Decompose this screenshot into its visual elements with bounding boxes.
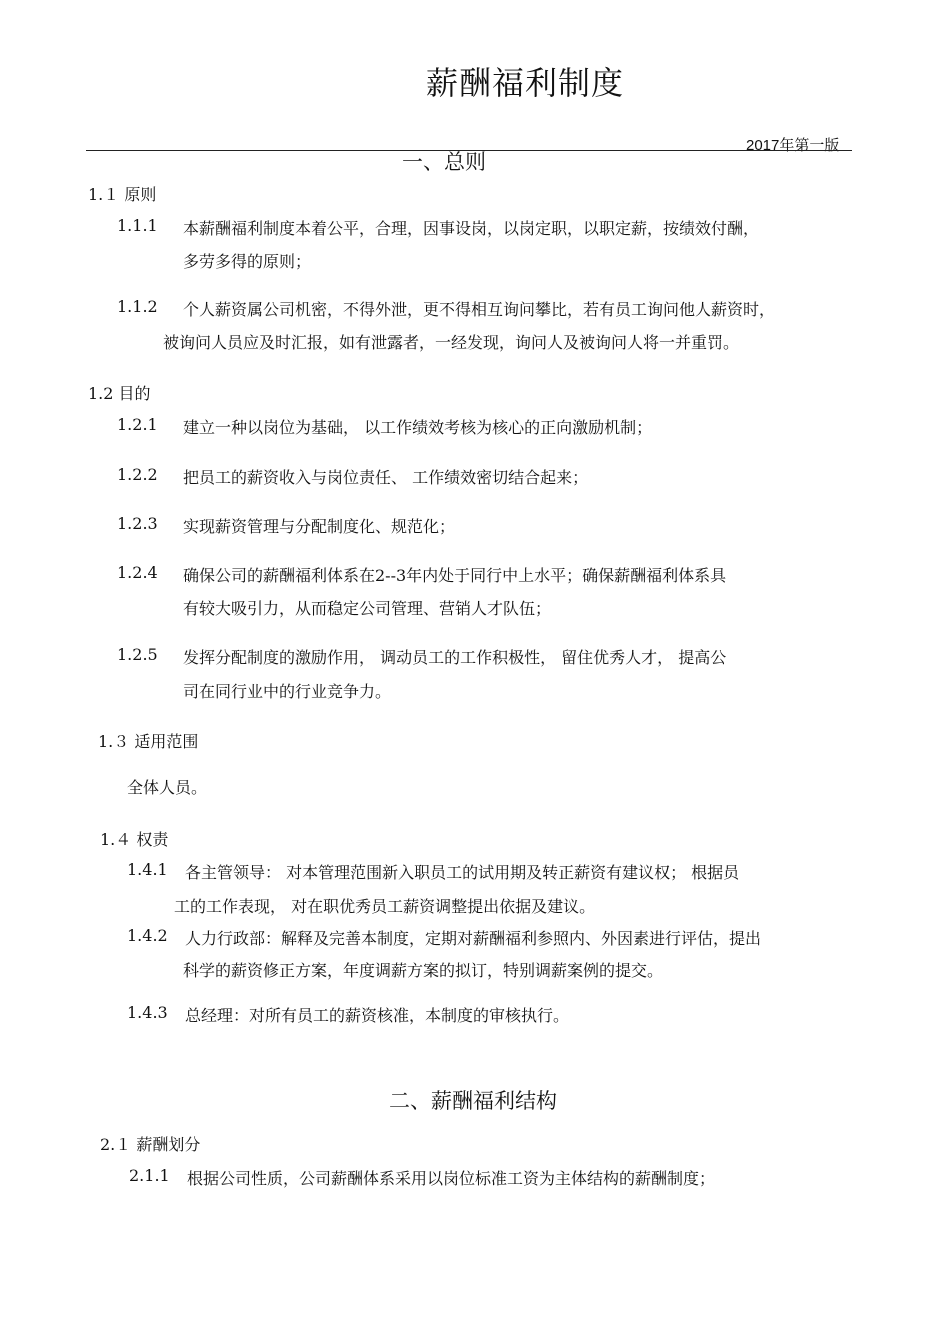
item-1-2-2-number: 1.2.2 bbox=[117, 465, 158, 484]
item-1-2-4-line-2: 有较大吸引力，从而稳定公司管理、营销人才队伍； bbox=[183, 599, 552, 618]
item-1-2-2-line-1: 把员工的薪资收入与岗位责任、 工作绩效密切结合起来； bbox=[183, 468, 589, 487]
item-1-2-4-number: 1.2.4 bbox=[117, 563, 158, 582]
version-label: 2017年第一版 bbox=[746, 137, 840, 154]
document-title: 薪酬福利制度 bbox=[425, 64, 624, 102]
heading-1-3: 1.３ 适用范围 bbox=[98, 732, 199, 751]
section-2-title: 二、薪酬福利结构 bbox=[389, 1089, 557, 1113]
heading-1-2: 1.2 目的 bbox=[88, 384, 151, 403]
heading-1-4: 1.４ 权责 bbox=[100, 830, 169, 849]
item-1-4-2-line-2: 科学的薪资修正方案，年度调薪方案的拟订，特别调薪案例的提交。 bbox=[183, 961, 664, 980]
item-1-2-3-number: 1.2.3 bbox=[117, 514, 158, 533]
item-2-1-1-number: 2.1.1 bbox=[129, 1166, 170, 1185]
scope-text: 全体人员。 bbox=[127, 778, 208, 797]
item-1-2-4-line-1: 确保公司的薪酬福利体系在2--3年内处于同行中上水平；确保薪酬福利体系具 bbox=[183, 566, 727, 585]
item-1-1-2-line-2: 被询问人员应及时汇报，如有泄露者，一经发现，询问人及被询问人将一并重罚。 bbox=[163, 333, 740, 352]
item-1-2-5-line-1: 发挥分配制度的激励作用， 调动员工的工作积极性， 留住优秀人才， 提高公 bbox=[183, 648, 727, 667]
item-1-1-1-number: 1.1.1 bbox=[117, 216, 158, 235]
item-1-2-1-number: 1.2.1 bbox=[117, 415, 158, 434]
item-1-2-1-line-1: 建立一种以岗位为基础， 以工作绩效考核为核心的正向激励机制； bbox=[183, 418, 653, 437]
item-1-4-3-number: 1.4.3 bbox=[127, 1003, 168, 1022]
item-1-1-2-line-1: 个人薪资属公司机密，不得外泄，更不得相互询问攀比，若有员工询问他人薪资时， bbox=[183, 300, 776, 319]
heading-1-1: 1.１ 原则 bbox=[88, 185, 157, 204]
item-1-1-2-number: 1.1.2 bbox=[117, 297, 158, 316]
item-1-4-1-number: 1.4.1 bbox=[127, 860, 168, 879]
heading-2-1: 2.１ 薪酬划分 bbox=[100, 1135, 201, 1154]
item-1-2-5-line-2: 司在同行业中的行业竞争力。 bbox=[183, 682, 392, 701]
item-1-2-3-line-1: 实现薪资管理与分配制度化、规范化； bbox=[183, 517, 456, 536]
item-1-1-1-line-2: 多劳多得的原则； bbox=[183, 252, 312, 271]
item-1-4-1-line-1: 各主管领导： 对本管理范围新入职员工的试用期及转正薪资有建议权； 根据员 bbox=[185, 863, 740, 882]
item-1-4-3-line-1: 总经理：对所有员工的薪资核准，本制度的审核执行。 bbox=[185, 1006, 570, 1025]
section-1-title: 一、总则 bbox=[402, 150, 486, 174]
item-1-4-2-line-1: 人力行政部：解释及完善本制度，定期对薪酬福利参照内、外因素进行评估，提出 bbox=[185, 929, 762, 948]
item-1-1-1-line-1: 本薪酬福利制度本着公平，合理，因事设岗，以岗定职，以职定薪，按绩效付酬， bbox=[183, 219, 760, 238]
item-1-4-2-number: 1.4.2 bbox=[127, 926, 168, 945]
item-1-4-1-line-2: 工的工作表现， 对在职优秀员工薪资调整提出依据及建议。 bbox=[174, 897, 596, 916]
item-2-1-1-line-1: 根据公司性质，公司薪酬体系采用以岗位标准工资为主体结构的薪酬制度； bbox=[187, 1169, 716, 1188]
item-1-2-5-number: 1.2.5 bbox=[117, 645, 158, 664]
